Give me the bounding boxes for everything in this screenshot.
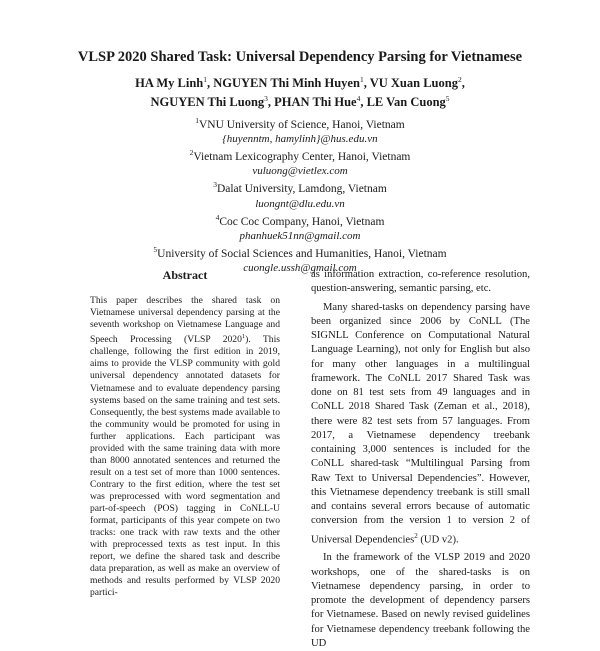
email: {huyenntm, hamylinh}@hus.edu.vn bbox=[222, 133, 378, 146]
affiliation: $^5$University of Social Sciences and Humanities, Hanoi, Vietnam cuongle.ussh@gmail.com bbox=[40, 243, 560, 275]
affiliation: $^1$VNU University of Science, Hanoi, Vietnam {huyenntm, hamylinh}@hus.edu.vn bbox=[40, 114, 560, 146]
email: vuluong@vietlex.com bbox=[252, 165, 348, 178]
affiliation-list bbox=[40, 114, 560, 275]
body-paragraph: as information extraction, co-reference resolution, question-answering, semantic parsing, etc. bbox=[311, 269, 530, 295]
paper-title: VLSP 2020 Shared Task: Universal Dependency Parsing for Vietnamese bbox=[77, 49, 523, 65]
author: HA My Linh$^1$, bbox=[135, 75, 214, 91]
footnote-marker: 1 bbox=[241, 333, 246, 341]
body-paragraph: In the framework of the VLSP 2019 and 2020 workshops, one of the shared-tasks is on Vietnamese dependency parsing, in order to promote the development of dependency parsers for Vietnamese. Based on newly revised guidelines for Vietnamese dependency treebank following the UD bbox=[311, 552, 530, 649]
author: LE Van Cuong$^5$ bbox=[366, 94, 450, 110]
author: VU Xuan Luong$^2$, bbox=[369, 75, 465, 91]
footnote-marker: 2 bbox=[414, 531, 418, 540]
email: luongnt@dlu.edu.vn bbox=[255, 197, 345, 210]
abstract-heading: Abstract bbox=[162, 268, 208, 282]
body-paragraph: Many shared-tasks on dependency parsing have been organized since 2006 by CoNLL (The SIGNLL Conference on Computational Natural Language Learning), not only for English but also for many other languages in a multilingual framework. The CoNLL 2017 Shared Task was done on 81 test sets from 49 languages and in CoNLL 2018 Shared Task (Zeman et al., 2018), there were 82 test sets from 57 languages. From 2017, a Vietnamese dependency treebank containing 3,000 sentences is included for the CoNLL shared-task “Multilingual Parsing from Raw Text to Universal Dependencies”. However, this Vietnamese dependency treebank is still small and contains several errors because of automatic conversion from the version 1 to version 2 of Universal Dependencies$^2$ (UD v2). bbox=[311, 301, 530, 546]
author-list bbox=[40, 72, 560, 110]
author: NGUYEN Thi Minh Huyen$^1$, bbox=[213, 75, 370, 91]
affiliation: $^2$Vietnam Lexicography Center, Hanoi, Vietnam vuluong@vietlex.com bbox=[40, 146, 560, 178]
email: cuongle.ussh@gmail.com bbox=[243, 261, 357, 274]
author: PHAN Thi Hue$^4$, bbox=[274, 94, 367, 110]
body-column bbox=[311, 268, 530, 651]
affiliation: $^3$Dalat University, Lamdong, Vietnam luongnt@dlu.edu.vn bbox=[40, 178, 560, 210]
author: NGUYEN Thi Luong$^3$, bbox=[150, 94, 275, 110]
affiliation: $^4$Coc Coc Company, Hanoi, Vietnam phanhuek51nn@gmail.com bbox=[40, 211, 560, 243]
email: phanhuek51nn@gmail.com bbox=[239, 229, 361, 242]
abstract-body: This paper describes the shared task on Vietnamese universal dependency parsing at the seventh workshop on Vietnamese Language and Speech Processing (VLSP 2020$^1$). This challenge, following the first edition in 2019, aims to provide the VLSP community with gold universal dependency annotated datasets for Vietnamese and to evaluate dependency parsing systems based on the same training and test sets. Consequently, the best systems made available to the community would be promoted for using in further applications. Each participant was provided with the same training data with more than 8000 annotated sentences and returned the result on a test set of more than 1000 sentences. Contrary to the first edition, where the test set was preprocessed with word segmentation and part-of-speech (POS) tagging in CoNLL-U format, participants of this year compete on two tracks: one track with raw texts and the other with preprocessed texts as test input. In this report, we define the shared task and describe data preparation, as well as make an overview of methods and results performed by VLSP 2020 partici- bbox=[90, 295, 280, 599]
